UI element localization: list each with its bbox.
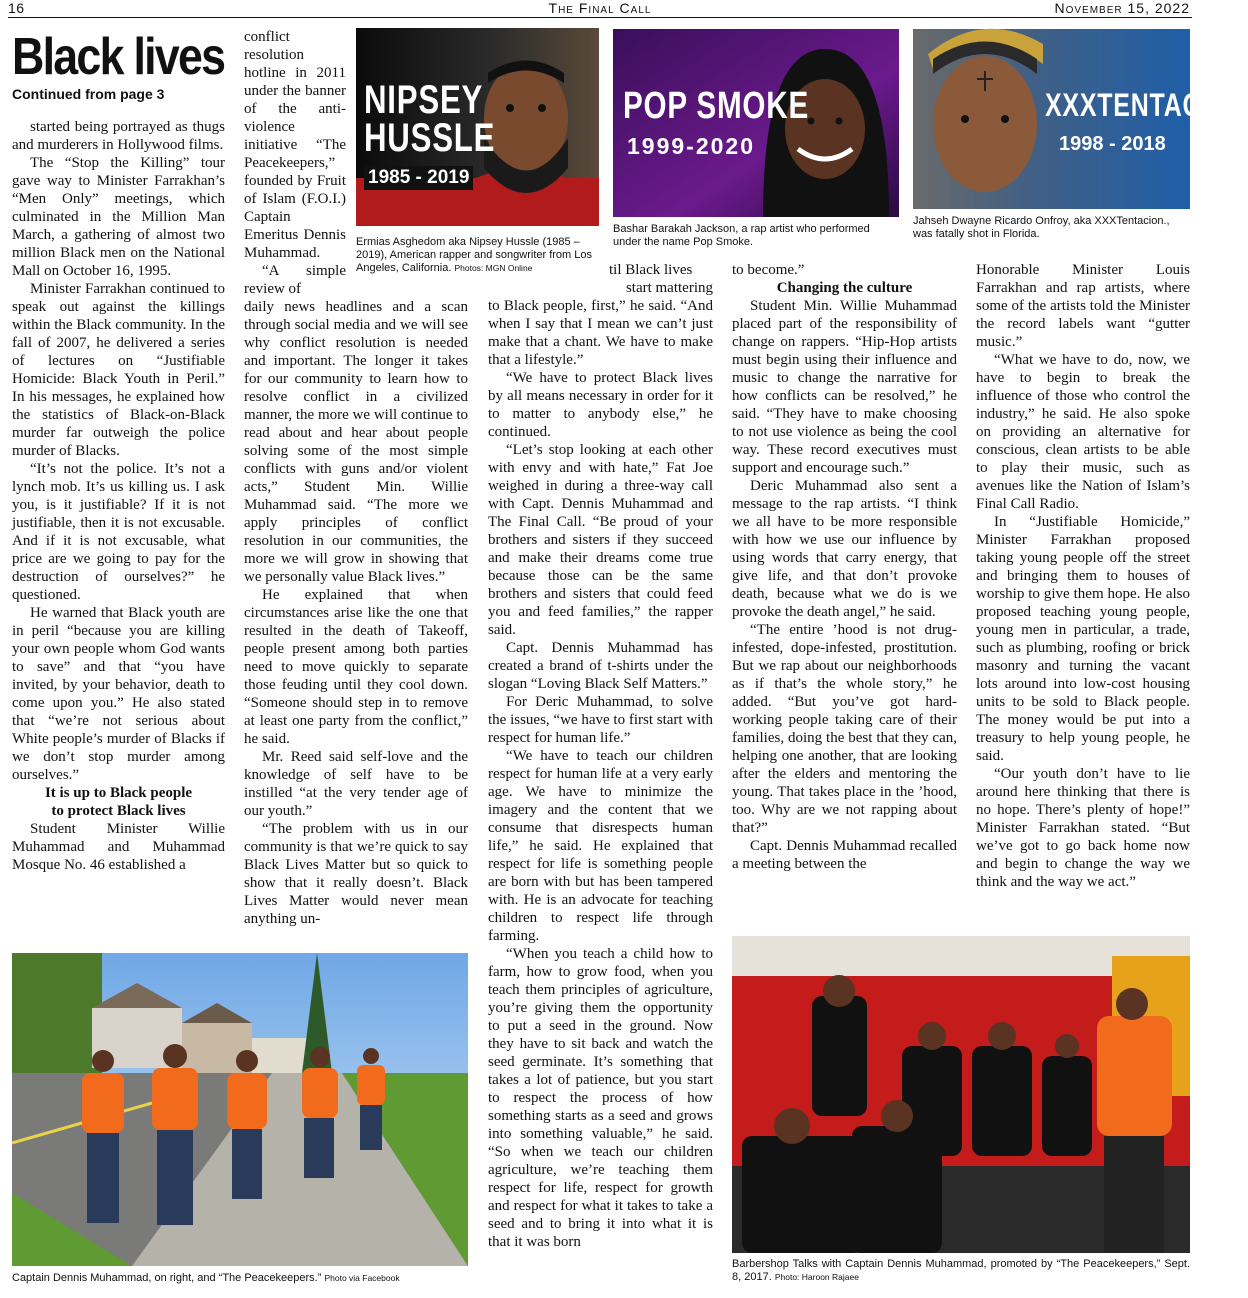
paragraph: Deric Muhammad also sent a message to the rap artists. “I think we all have to be more responsible with how we use our influence by using words that carry energy, that give life, and that don’t provoke death, because what we do is we provoke the death angel,” he said. (732, 478, 957, 620)
xxxtentacion-photo (913, 29, 1248, 209)
caption-text: Ermias Asghedom aka Nipsey Hussle (1985 – 2019), American rapper and songwriter from Los Angeles, California. (356, 236, 593, 274)
paragraph: Honorable Minister Louis Farrakhan and rap artists, where some of the artists told the Minister the record labels want “gutter music.” (976, 262, 1190, 350)
nipsey-caption (356, 236, 600, 275)
nipsey-years: 1985 - 2019 (364, 166, 473, 190)
paragraph: He explained that when circumstances arise like the one that resulted in the death of Takeoff, people present among both parties need to move quickly to separate those feuding until they cool down. “Someone should step in to remove at least one party from the conflict,” he said. (244, 587, 468, 747)
caption-text: Captain Dennis Muhammad, on right, and “The Peacekeepers.” (12, 1272, 322, 1284)
paragraph: For Deric Muhammad, to solve the issues, “we have to first start with respect for human life.” (488, 694, 713, 746)
paragraph: In “Justifiable Homicide,” Minister Farrakhan proposed taking young people off the street and bringing them to houses of worship to give them hope. He also proposed teaching young people, young men in particular, a trade, such as plumbing, roofing or brick masonry and turning the vacant lots around into low-cost housing units to be sold to Black people. The money would be put into a treasury to help young people, he said. (976, 514, 1190, 764)
paragraph: “We have to teach our children respect for human life at a very early age. We have to minimize the imagery and the content that we consume that disrespects human life,” he said. He explained that respect for life is something people are born with but has been tampered with. He is an advocate for teaching children to respect life through farming. (488, 748, 713, 944)
photo-credit: Photo via Facebook (324, 1273, 400, 1283)
paragraph: Student Min. Willie Muhammad placed part of the responsibility of change on rappers. “Hip-Hop artists must begin using their influence and music to change the narrative for how conflicts can be resolved,” he said. “They have to make choosing to not use violence as being the cool way. These record executives must support and encourage such.” (732, 298, 957, 476)
page-header (0, 0, 1200, 18)
caption-text: Barbershop Talks with Captain Dennis Muhammad, promoted by “The Peacekeepers,” Sept. 8, 2017. (732, 1258, 1190, 1283)
article-column-5 (976, 261, 1190, 891)
paragraph: “What we have to do, now, we have to begin to break the influence of those who control the industry,” he said. He also spoke on providing an alternative for conscious, clean artists to be able to play their music, such as avenues like the Nation of Islam’s Final Call Radio. (976, 352, 1190, 512)
paragraph: to become.” (732, 262, 805, 278)
continued-note: Continued from page 3 (12, 86, 165, 102)
xxxtentacion-caption: Jahseh Dwayne Ricardo Onfroy, aka XXXTentacion., was fatally shot in Florida. (913, 215, 1170, 240)
article-column-1 (12, 118, 225, 874)
paragraph: Capt. Dennis Muhammad has created a brand of t-shirts under the slogan “Loving Black Self Matters.” (488, 640, 713, 692)
paragraph: til Black lives (609, 262, 693, 278)
photo-credit: Photo: Haroon Rajaee (774, 1272, 859, 1282)
article-column-4 (732, 261, 957, 873)
subheading: to protect Black lives (51, 803, 186, 819)
paragraph: “A simple review of (244, 263, 346, 297)
article-column-2 (244, 298, 468, 928)
publication-name: The Final Call (548, 0, 652, 16)
paragraph: “Our youth don’t have to lie around here thinking that there is no hope. There’s plenty of hope!” Minister Farrakhan stated. “But we’ve got to go back home now and begin to change the way we think and the way we act.” (976, 766, 1190, 890)
headline: Black lives (12, 28, 225, 86)
paragraph: Student Minister Willie Muhammad and Muhammad Mosque No. 46 established a (12, 821, 225, 873)
peacekeepers-photo (12, 953, 468, 1266)
paragraph: “The entire ’hood is not drug-infested, dope-infested, prostitution. But we rap about our neighborhoods as if that’s the whole story,” he added. “But you’ve got hard-working people taking care of their families, doing the best that they can, helping one another, that are looking after the elders and mentoring the young. That takes place in the ’hood, too. Why are we not rapping about that?” (732, 622, 957, 836)
photo-credit: Photos: MGN Online (454, 263, 533, 273)
xxxtentacion-years: 1998 - 2018 (1059, 133, 1166, 155)
article-column-2-top (244, 28, 346, 298)
article-column-3 (488, 297, 713, 1251)
paragraph: “We have to protect Black lives by all means necessary in order for it to matter to anybody else,” he continued. (488, 370, 713, 440)
barbershop-scene (732, 936, 1190, 1253)
nipsey-hussle-photo (356, 28, 599, 226)
pop-smoke-title: POP SMOKE (623, 85, 810, 127)
pop-smoke-years: 1999-2020 (627, 133, 755, 159)
paragraph: “Let’s stop looking at each other with envy and with hate,” Fat Joe weighed in during a three-way call with Capt. Dennis Muhammad and The Final Call. “Be proud of your brothers and sisters if they succeed and make their dreams come true because those can be the same brothers and sisters that could feed you and feed families,” the rapper said. (488, 442, 713, 638)
paragraph: “The problem with us in our community is that we’re quick to say Black Lives Matter but so quick to show that it really doesn’t. Black Lives Matter would never mean anything un- (244, 821, 468, 927)
nipsey-title-line2: HUSSLE (364, 116, 496, 160)
pop-smoke-photo (613, 29, 899, 217)
nipsey-title-line1: NIPSEY (364, 78, 484, 122)
paragraph: to Black people, first,” he said. “And when I say that I mean we can’t just make that a chant. We have to make that a lifestyle.” (488, 298, 713, 368)
peacekeepers-scene (12, 953, 468, 1266)
paragraph: started being portrayed as thugs and murderers in Hollywood films. (12, 119, 225, 153)
paragraph: conflict resolution hotline in 2011 under the banner of the anti-violence initiative “The Peacekeepers,” founded by Fruit of Islam (F.O.I.) Captain Emeritus Dennis Muhammad. (244, 29, 346, 261)
pop-smoke-caption: Bashar Barakah Jackson, a rap artist who performed under the name Pop Smoke. (613, 223, 870, 248)
paragraph: The “Stop the Killing” tour gave way to Minister Farrakhan’s “Men Only” meetings, which culminated in the Million Man March, a gathering of almost two million Black men on the National Mall on October 16, 1995. (12, 155, 225, 279)
paragraph: Minister Farrakhan continued to speak out against the killings within the Black community. In the fall of 2007, he delivered a series of lectures on “Justifiable Homicide: Black Youth in Peril.” In his messages, he explained how the statistics of Black-on-Black murder far outweigh the police murder of Blacks. (12, 281, 225, 459)
subheading: Changing the culture (776, 280, 913, 296)
peacekeepers-caption (12, 1272, 472, 1285)
paragraph: start mattering (625, 280, 713, 296)
page-number: 16 (8, 0, 25, 16)
xxxtentacion-title: XXXTENTACION (1045, 87, 1248, 123)
paragraph: “It’s not the police. It’s not a lynch mob. It’s us killing us. I ask you, is it justifiable? If it is not justifiable, then it is not excusable. And if it is not excusable, what price are we going to pay for the destruction of ourselves?” he questioned. (12, 461, 225, 603)
barbershop-photo (732, 936, 1190, 1253)
paragraph: He warned that Black youth are in peril “because you are killing your own people whom God wants to save” and that “you have invited, by your behavior, death to come upon you.” He also stated that “we’re not serious about White people’s murder of Blacks if we don’t stop murder among ourselves.” (12, 605, 225, 783)
paragraph: Capt. Dennis Muhammad recalled a meeting between the (732, 838, 957, 872)
barbershop-caption (732, 1258, 1190, 1284)
paragraph: Mr. Reed said self-love and the knowledge of self have to be instilled “at the very tender age of our youth.” (244, 749, 468, 819)
paragraph: “When you teach a child how to farm, how to grow food, when you teach them principles of agriculture, you’re giving them the opportunity to put a seed in the ground. Now they have to sit back and watch the seed germinate. It’s something that takes a lot of patience, but you start to respect the process of how something starts as a seed and grows into something valuable,” he said. “So when we teach our children agriculture, we’re teaching them respect for life, respect for growth and respect for what it takes to take a seed and to bring it into what it is that it was born (488, 946, 713, 1250)
subheading: It is up to Black people (44, 785, 193, 801)
article-column-3-top (609, 261, 713, 297)
header-rule (8, 17, 1192, 18)
issue-date: November 15, 2022 (1054, 0, 1190, 16)
paragraph: daily news headlines and a scan through social media and we will see why conflict resolution is needed and important. The longer it takes for our community to learn how to resolve conflict in a civilized manner, the more we will continue to read about and hear about people solving some of the most simple conflicts with guns and/or violent acts,” Student Min. Willie Muhammad said. “The more we apply principles of conflict resolution in our communities, the more we will grow in showing that we personally value Black lives.” (244, 299, 468, 585)
